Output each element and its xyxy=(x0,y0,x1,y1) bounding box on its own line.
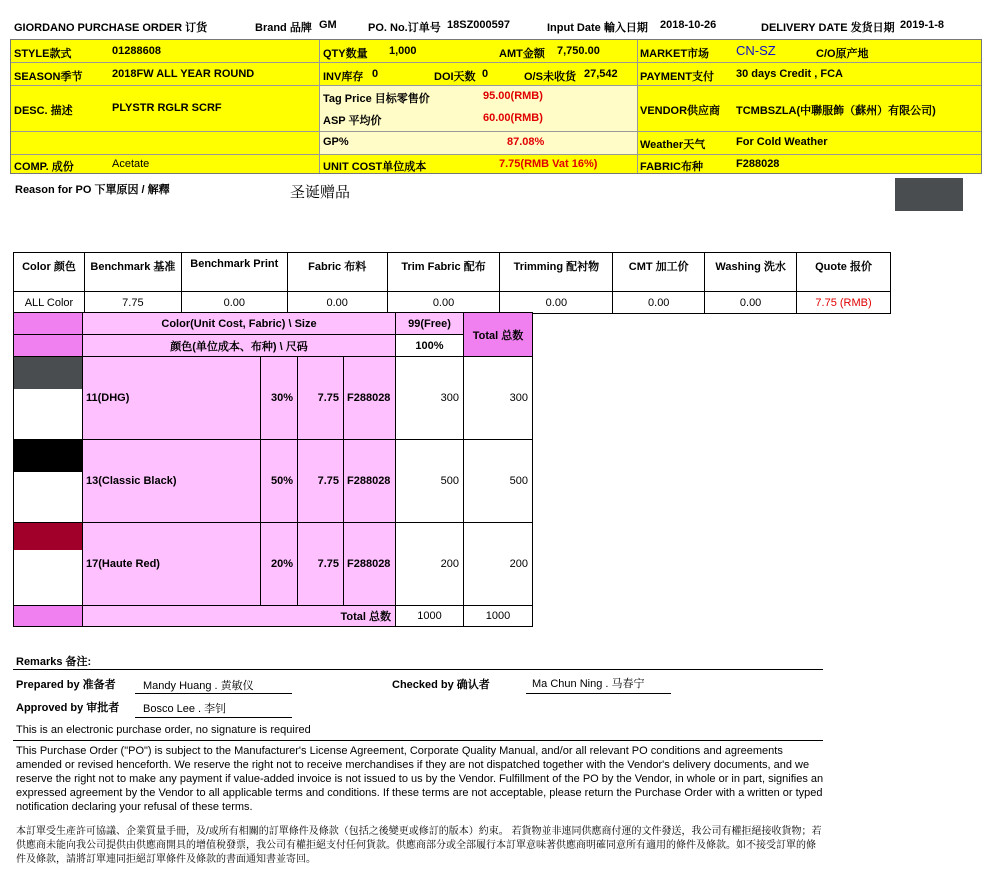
checked-label: Checked by 确认者 xyxy=(392,679,490,691)
total-header: Total 总数 xyxy=(463,312,533,357)
color-swatch xyxy=(14,357,82,389)
gp-value: 87.08% xyxy=(507,136,545,148)
col-header-washing: Washing 洗水 xyxy=(705,253,797,292)
col-header-benchmark: Benchmark 基准 xyxy=(84,253,181,292)
input-date-label: Input Date 輸入日期 xyxy=(547,22,648,34)
style-label: STYLE款式 xyxy=(14,48,72,60)
info-panel xyxy=(10,39,982,174)
delivery-date-label: DELIVERY DATE 发货日期 xyxy=(761,22,895,34)
desc-value: PLYSTR RGLR SCRF xyxy=(112,102,222,114)
swatch-cell xyxy=(13,439,83,523)
cell-color: ALL Color xyxy=(14,292,85,314)
color-size-matrix xyxy=(13,312,533,627)
asp-value: 60.00(RMB) xyxy=(483,112,543,124)
row-qty: 300 xyxy=(395,356,464,440)
qty-value: 1,000 xyxy=(389,45,417,57)
col-divider xyxy=(319,40,320,173)
approved-label: Approved by 审批者 xyxy=(16,702,120,714)
input-date-value: 2018-10-26 xyxy=(660,19,717,31)
brand-value: GM xyxy=(319,19,337,31)
comp-label: COMP. 成份 xyxy=(14,161,74,173)
weather-value: For Cold Weather xyxy=(736,136,828,148)
cell-washing: 0.00 xyxy=(705,292,797,314)
signature-line xyxy=(135,717,292,718)
reason-label: Reason for PO 下單原因 / 解釋 xyxy=(15,184,170,196)
row-percent: 50% xyxy=(260,439,298,523)
col-header-trimming: Trimming 配衬物 xyxy=(500,253,613,292)
desc-label: DESC. 描述 xyxy=(14,105,73,117)
row-divider xyxy=(11,131,981,132)
approved-value: Bosco Lee . 李钊 xyxy=(143,703,227,715)
po-title: GIORDANO PURCHASE ORDER 订货 xyxy=(14,22,208,34)
season-label: SEASON季节 xyxy=(14,71,83,83)
row-total: 300 xyxy=(463,356,533,440)
divider xyxy=(13,740,823,741)
fabric-value: F288028 xyxy=(736,158,780,170)
cell-benchmark: 7.75 xyxy=(84,292,181,314)
cost-table xyxy=(13,252,891,314)
row-qty: 500 xyxy=(395,439,464,523)
row-color-name: 11(DHG) xyxy=(82,356,261,440)
asp-label: ASP 平均价 xyxy=(323,115,382,127)
col-header-cmt: CMT 加工价 xyxy=(613,253,705,292)
row-percent: 30% xyxy=(260,356,298,440)
os-value: 27,542 xyxy=(584,68,618,80)
gp-label: GP% xyxy=(323,136,349,148)
delivery-date-value: 2019-1-8 xyxy=(900,19,945,31)
inv-label: INV库存 xyxy=(323,71,364,83)
prepared-value: Mandy Huang . 黄敏仪 xyxy=(143,680,254,692)
doi-label: DOI天数 xyxy=(434,71,476,83)
swatch-cell xyxy=(13,356,83,440)
row-fabric: F288028 xyxy=(343,439,396,523)
cell-trimming: 0.00 xyxy=(500,292,613,314)
payment-value: 30 days Credit , FCA xyxy=(736,68,843,80)
col-header-quote: Quote 报价 xyxy=(797,253,891,292)
color-swatch xyxy=(14,523,82,550)
fabric-label: FABRIC布种 xyxy=(640,161,703,173)
row-total: 200 xyxy=(463,522,533,606)
reason-value: 圣诞赠品 xyxy=(290,183,351,201)
row-divider xyxy=(11,85,981,86)
os-label: O/S未收货 xyxy=(524,71,576,83)
divider xyxy=(13,669,823,670)
footer-total: 1000 xyxy=(463,605,533,627)
color-block xyxy=(895,178,963,211)
vendor-label: VENDOR供应商 xyxy=(640,105,721,117)
po-number-label: PO. No.订单号 xyxy=(368,22,441,34)
terms-chinese: 本訂單受生產許可協議、企業質量手冊，及/或所有相關的訂單條件及條款（包括之後變更或修訂的版本）約束。 若貨物並非連同供應商付運的文件發送，我公司有權拒絕接收貨物；若供應商未能向我公司提供由供應商開具的增值稅發票，我公司有權拒絕支付任何貨款。供應商部分或全部履行本訂單意味著供應商明確同意所有適用的條件及條款。如不接受訂單的條件及條款，請將訂單連同拒絕訂單條件及條款的書面通知書並寄回。 xyxy=(16,826,822,865)
cell-trim-fabric: 0.00 xyxy=(387,292,500,314)
col-header-trim-fabric: Trim Fabric 配布 xyxy=(387,253,500,292)
tag-price-label: Tag Price 目标零售价 xyxy=(323,93,430,105)
cell-benchmark-print: 0.00 xyxy=(181,292,287,314)
size-percent: 100% xyxy=(395,334,464,357)
co-label: C/O原产地 xyxy=(816,48,869,60)
row-percent: 20% xyxy=(260,522,298,606)
weather-label: Weather天气 xyxy=(640,139,706,151)
cell-quote: 7.75 (RMB) xyxy=(797,292,891,314)
row-unit-cost: 7.75 xyxy=(297,439,344,523)
row-unit-cost: 7.75 xyxy=(297,356,344,440)
color-swatch xyxy=(14,440,82,472)
row-unit-cost: 7.75 xyxy=(297,522,344,606)
col-divider xyxy=(637,40,638,173)
swatch-cell xyxy=(13,522,83,606)
inv-value: 0 xyxy=(372,68,379,80)
row-color-name: 13(Classic Black) xyxy=(82,439,261,523)
terms-english: This Purchase Order ("PO") is subject to the Manufacturer's License Agreement, Corporate Quality Manual, and/or all relevant PO conditions and agreements amended or revised henceforth. We reserve the right not to receive merchandises if they are not dispatched together with the Vendor's delivery documents, and we reserve the right not to make any payment if value-added invoice is not issued to us by the Vendor. Fulfillment of the PO by the Vendor, in whole or in part, signifies an expressed agreement by the Vendor to all applicable terms and conditions. If these terms are not acceptable, please return the Purchase Order with a written or typed notification declaring your refusal of these terms. xyxy=(16,745,824,813)
row-divider xyxy=(11,62,981,63)
signature-line xyxy=(135,693,292,694)
signature-line xyxy=(526,693,671,694)
doi-value: 0 xyxy=(482,68,489,80)
matrix-corner xyxy=(13,334,83,357)
comp-value: Acetate xyxy=(112,158,150,170)
style-value: 01288608 xyxy=(112,45,161,57)
market-label: MARKET市场 xyxy=(640,48,710,60)
row-divider xyxy=(11,154,981,155)
amt-label: AMT金额 xyxy=(499,48,545,60)
col-header-benchmark-print: Benchmark Print xyxy=(181,253,287,292)
cell-cmt: 0.00 xyxy=(613,292,705,314)
matrix-corner xyxy=(13,312,83,335)
matrix-header-cn: 颜色(单位成本、布种) \ 尺码 xyxy=(82,334,396,357)
footer-corner xyxy=(13,605,83,627)
brand-label: Brand 品牌 xyxy=(255,22,312,34)
tag-price-value: 95.00(RMB) xyxy=(483,90,543,102)
gp-area xyxy=(320,131,637,154)
matrix-header-en: Color(Unit Cost, Fabric) \ Size xyxy=(82,312,396,335)
po-number-value: 18SZ000597 xyxy=(447,19,510,31)
col-header-color: Color 颜色 xyxy=(14,253,85,292)
footer-qty: 1000 xyxy=(395,605,464,627)
footer-total-label: Total 总数 xyxy=(82,605,396,627)
remarks-label: Remarks 备注: xyxy=(16,656,92,668)
row-total: 500 xyxy=(463,439,533,523)
unit-cost-label: UNIT COST单位成本 xyxy=(323,161,427,173)
market-value: CN-SZ xyxy=(736,43,776,58)
amt-value: 7,750.00 xyxy=(557,45,600,57)
row-qty: 200 xyxy=(395,522,464,606)
prepared-label: Prepared by 准备者 xyxy=(16,679,116,691)
unit-cost-value: 7.75(RMB Vat 16%) xyxy=(499,158,598,170)
row-fabric: F288028 xyxy=(343,356,396,440)
row-fabric: F288028 xyxy=(343,522,396,606)
cell-fabric: 0.00 xyxy=(287,292,387,314)
electronic-note: This is an electronic purchase order, no signature is required xyxy=(16,724,311,736)
checked-value: Ma Chun Ning . 马春宁 xyxy=(532,678,645,690)
vendor-value: TCMBSZLA(中聯服飾（蘇州）有限公司) xyxy=(736,105,936,117)
qty-label: QTY数量 xyxy=(323,48,368,60)
size-label: 99(Free) xyxy=(395,312,464,335)
payment-label: PAYMENT支付 xyxy=(640,71,714,83)
season-value: 2018FW ALL YEAR ROUND xyxy=(112,68,255,80)
col-header-fabric: Fabric 布料 xyxy=(287,253,387,292)
row-color-name: 17(Haute Red) xyxy=(82,522,261,606)
